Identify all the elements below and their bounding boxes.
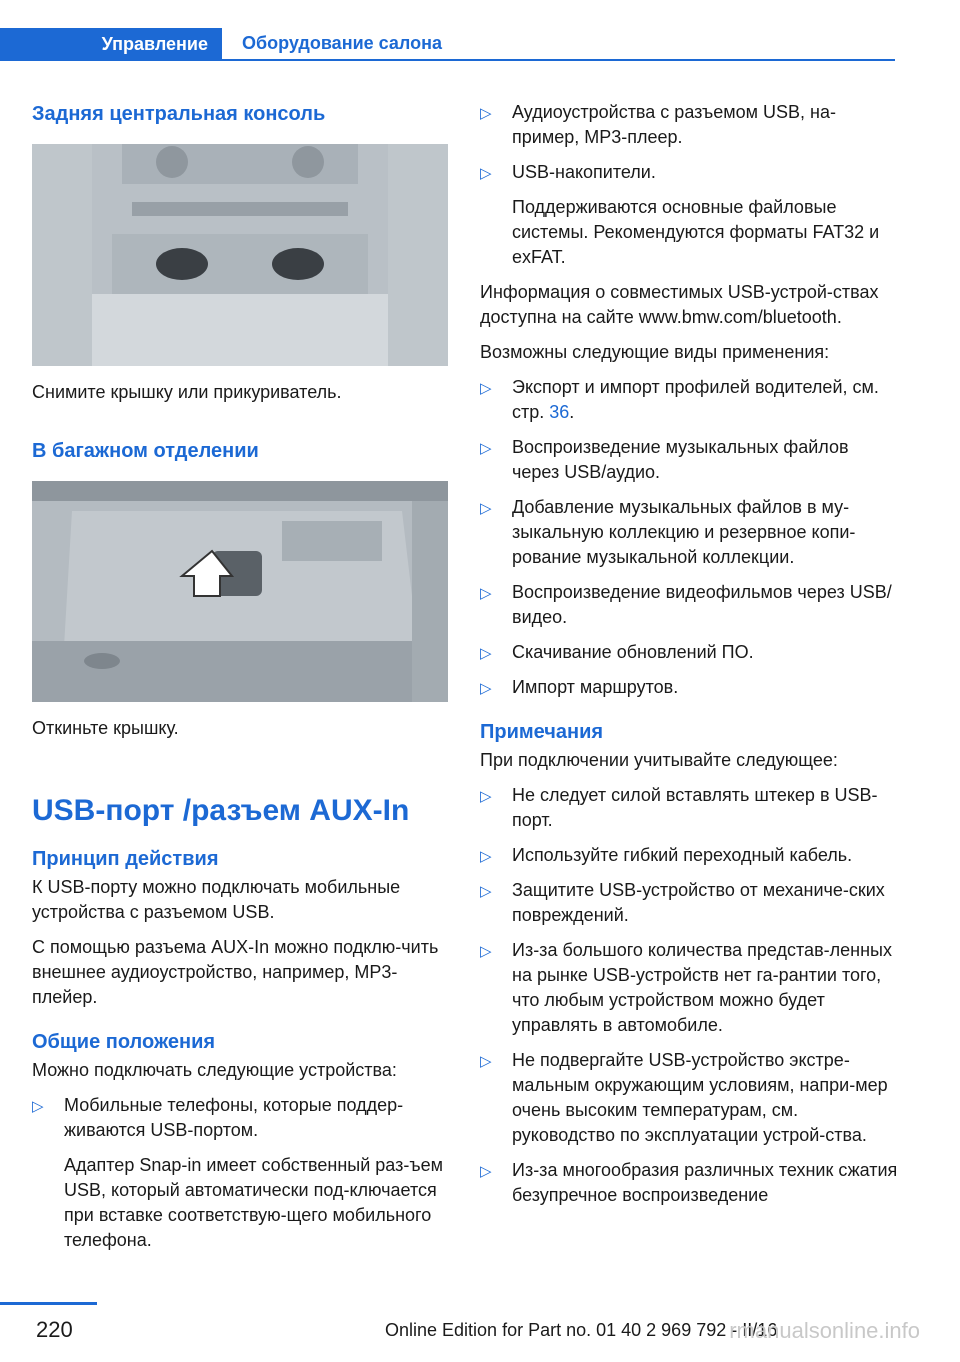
list-item: ▷ Используйте гибкий переходный кабель.: [480, 843, 898, 868]
header-tabbar: [0, 28, 895, 61]
list-item: ▷ Экспорт и импорт профилей водителей, см. стр. 36.: [480, 377, 879, 422]
list-item: ▷ Импорт маршрутов.: [480, 675, 898, 700]
triangle-right-icon: ▷: [480, 440, 492, 457]
triangle-right-icon: ▷: [480, 1163, 492, 1180]
triangle-right-icon: ▷: [480, 645, 492, 662]
principle-heading: Принцип действия: [32, 848, 219, 870]
tab-controls[interactable]: Управление: [0, 28, 222, 61]
triangle-right-icon: ▷: [480, 883, 492, 900]
watermark: rmanualsonline.info: [729, 1318, 920, 1343]
notes-heading: Примечания: [480, 721, 604, 743]
compatibility-info: Информация о совместимых USB-устрой-ствах доступна на сайте www.bmw.com/bluetooth.: [480, 282, 879, 327]
left-column: [32, 100, 448, 1253]
general-heading: Общие положения: [32, 1031, 216, 1053]
trunk-text: Откиньте крышку.: [32, 718, 179, 738]
list-item: ▷ Не подвергайте USB-устройство экстре-мальным окружающим условиям, напри-мер очень высоким температурам, см. руководство по эксплуатации устрой-ства.: [480, 1050, 888, 1145]
list-item: ▷ Защитите USB-устройство от механиче-ских повреждений.: [480, 880, 885, 925]
device-list: [32, 1093, 448, 1253]
triangle-right-icon: ▷: [480, 943, 492, 960]
uses-intro: Возможны следующие виды применения:: [480, 342, 830, 362]
principle-text-2: С помощью разъема AUX-In можно подклю-чить внешнее аудиоустройство, например, MP3-плейер.: [32, 937, 439, 1007]
usb-aux-heading: USB-порт /разъем AUX-In: [32, 794, 410, 827]
list-item: ▷ Мобильные телефоны, которые поддер-живаются USB-портом. Адаптер Snap-in имеет собственный раз-ъем USB, который автоматически под-ключается при вставке соответствую-щего мобильного телефона.: [32, 1093, 448, 1253]
list-item: ▷ Из-за большого количества представ-ленных на рынке USB-устройств нет га-рантии того, что любым устройством можно будет управлять в автомобиле.: [480, 940, 892, 1035]
general-text: Можно подключать следующие устройства:: [32, 1060, 397, 1080]
triangle-right-icon: ▷: [480, 105, 492, 122]
notes-list: [480, 783, 898, 1208]
list-item: ▷ Воспроизведение видеофильмов через USB/видео.: [480, 582, 892, 627]
triangle-right-icon: ▷: [480, 500, 492, 517]
trunk-photo: [32, 481, 448, 702]
footer-accent-line: [0, 1302, 97, 1305]
list-item: ▷ Из-за многообразия различных техник сжатия безупречное воспроизведение: [480, 1160, 898, 1205]
list-item: ▷ Воспроизведение музыкальных файлов через USB/аудио.: [480, 437, 849, 482]
list-item-subtext: Адаптер Snap-in имеет собственный раз-ъем USB, который автоматически под-ключается при вставке соответствую-щего мобильного телефона.: [64, 1155, 443, 1250]
list-item: ▷ Добавление музыкальных файлов в му-зыкальную коллекцию и резервное копи-рование музыкальной коллекции.: [480, 497, 856, 567]
triangle-right-icon: ▷: [480, 380, 492, 397]
triangle-right-icon: ▷: [480, 788, 492, 805]
page-number: 220: [36, 1317, 73, 1342]
right-column: [480, 100, 898, 1208]
triangle-right-icon: ▷: [480, 1053, 492, 1070]
trunk-heading: В багажном отделении: [32, 440, 259, 462]
triangle-right-icon: ▷: [480, 165, 492, 182]
tab-interior-equipment[interactable]: Оборудование салона: [222, 28, 895, 61]
uses-list: [480, 375, 898, 700]
page-link-36[interactable]: 36: [549, 402, 570, 422]
list-item-subtext: Поддерживаются основные файловые системы. Рекомендуются форматы FAT32 и exFAT.: [512, 197, 880, 267]
list-item: ▷ USB-накопители. Поддерживаются основные файловые системы. Рекомендуются форматы FAT32 и exFAT.: [480, 160, 898, 270]
principle-text-1: К USB-порту можно подключать мобильные устройства с разъемом USB.: [32, 877, 401, 922]
rear-console-heading: Задняя центральная консоль: [32, 103, 326, 125]
triangle-right-icon: ▷: [480, 680, 492, 697]
triangle-right-icon: ▷: [480, 848, 492, 865]
rear-console-text: Снимите крышку или прикуриватель.: [32, 382, 342, 402]
edition-info: Online Edition for Part no. 01 40 2 969 792 - II/16: [385, 1320, 778, 1340]
list-item: ▷ Аудиоустройства с разъемом USB, на-пример, MP3-плеер.: [480, 102, 836, 147]
device-list-continued: [480, 100, 898, 270]
notes-intro: При подключении учитывайте следующее:: [480, 750, 838, 770]
rear-console-photo: [32, 144, 448, 366]
list-item: ▷ Скачивание обновлений ПО.: [480, 640, 898, 665]
triangle-right-icon: ▷: [480, 585, 492, 602]
list-item: ▷ Не следует силой вставлять штекер в USB-порт.: [480, 785, 878, 830]
triangle-right-icon: ▷: [32, 1098, 44, 1115]
